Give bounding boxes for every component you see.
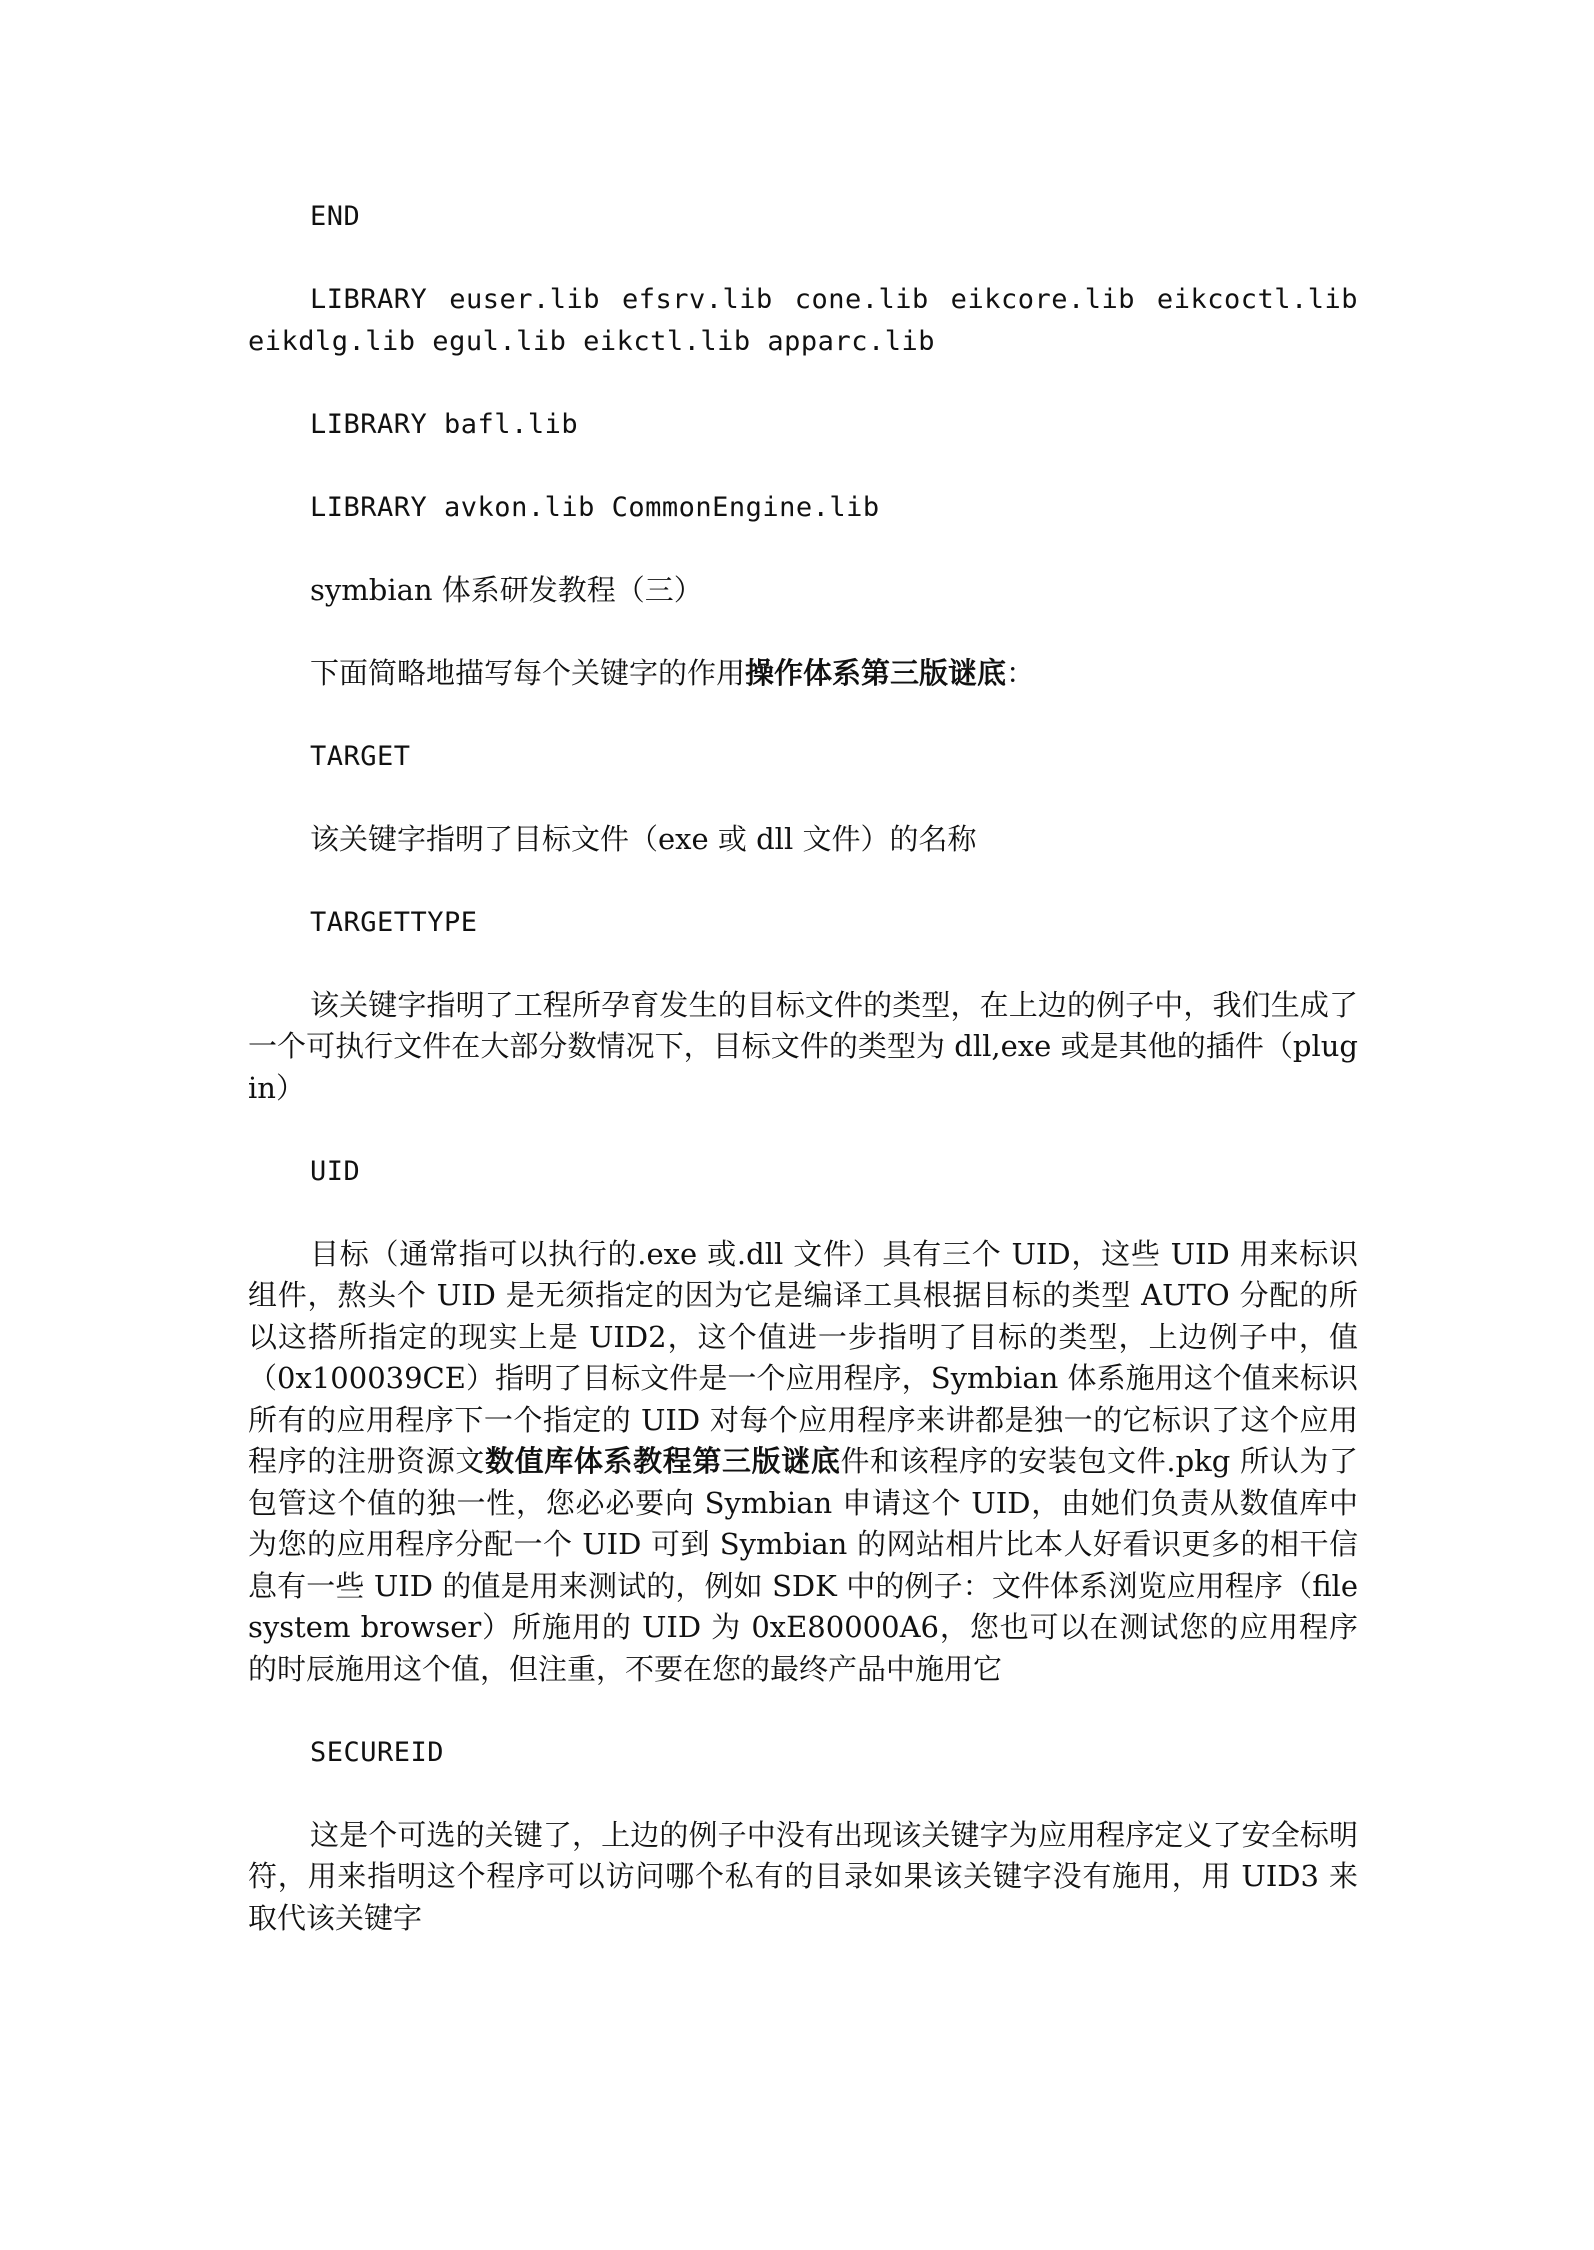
code-library-line-1: LIBRARY euser.lib efsrv.lib cone.lib eikcore.lib eikcoctl.lib eikdlg.lib egul.lib eikctl.lib apparc.lib xyxy=(248,284,1358,357)
uid-suffix: 件和该程序的安装包文件.pkg 所认为了包管这个值的独一性，您必必要向 Symbian 申请这个 UID，由她们负责从数值库中为您的应用程序分配一个 UID 可到 Symbian 的网站相片比本人好看识更多的相干信息有一些 UID 的值是用来测试的，例如 SDK 中的例子：文件体系浏览应用程序（filesystem browser）所施用的 UID 为 0xE80000A6，您也可以在测试您的应用程序的时辰施用这个值，但注重，不要在您的最终产品中施用它 xyxy=(248,1444,1358,1686)
intro-suffix: ： xyxy=(1006,655,1036,690)
uid-text: 目标（通常指可以执行的.exe 或.dll 文件）具有三个 UID，这些 UID 用来标识组件，熬头个 UID 是无须指定的因为它是编译工具根据目标的类型 AUTO 分配的所以这搭所指定的现实上是 UID2，这个值进一步指明了目标的类型，上边例子中，值（0x100039CE）指明了目标文件是一个应用程序，Symbian 体系施用这个值来标识所有的应用程序下一个指定的 UID 对每个应用程序来讲都是独一的它标识了这个应用程序的注册资源文 xyxy=(248,1236,1358,1478)
document-body xyxy=(248,196,1358,1939)
code-library-line-3: LIBRARY avkon.lib CommonEngine.lib xyxy=(310,491,880,523)
secureid-description: 这是个可选的关键了，上边的例子中没有出现该关键字为应用程序定义了安全标明符，用来指明这个程序可以访问哪个私有的目录如果该关键字没有施用，用 UID3 来取代该关键字 xyxy=(248,1817,1358,1935)
keyword-target: TARGET xyxy=(310,740,411,772)
keyword-uid: UID xyxy=(310,1155,361,1187)
keyword-targettype: TARGETTYPE xyxy=(310,906,478,938)
code-library-line-2: LIBRARY bafl.lib xyxy=(310,408,579,440)
uid-description xyxy=(248,1234,1358,1691)
target-description: 该关键字指明了目标文件（exe 或 dll 文件）的名称 xyxy=(310,821,977,856)
intro-bold-text: 操作体系第三版谜底 xyxy=(745,655,1007,690)
uid-bold-text: 数值库体系教程第三版谜底 xyxy=(485,1444,841,1478)
code-end-line: END xyxy=(310,201,361,232)
targettype-description: 该关键字指明了工程所孕育发生的目标文件的类型，在上边的例子中，我们生成了一个可执行文件在大部分数情况下，目标文件的类型为 dll,exe 或是其他的插件（plugin） xyxy=(248,987,1358,1105)
intro-paragraph xyxy=(248,653,1358,695)
tutorial-title: symbian 体系研发教程（三） xyxy=(310,572,703,607)
intro-text: 下面简略地描写每个关键字的作用 xyxy=(310,655,746,690)
keyword-secureid: SECUREID xyxy=(310,1736,445,1768)
